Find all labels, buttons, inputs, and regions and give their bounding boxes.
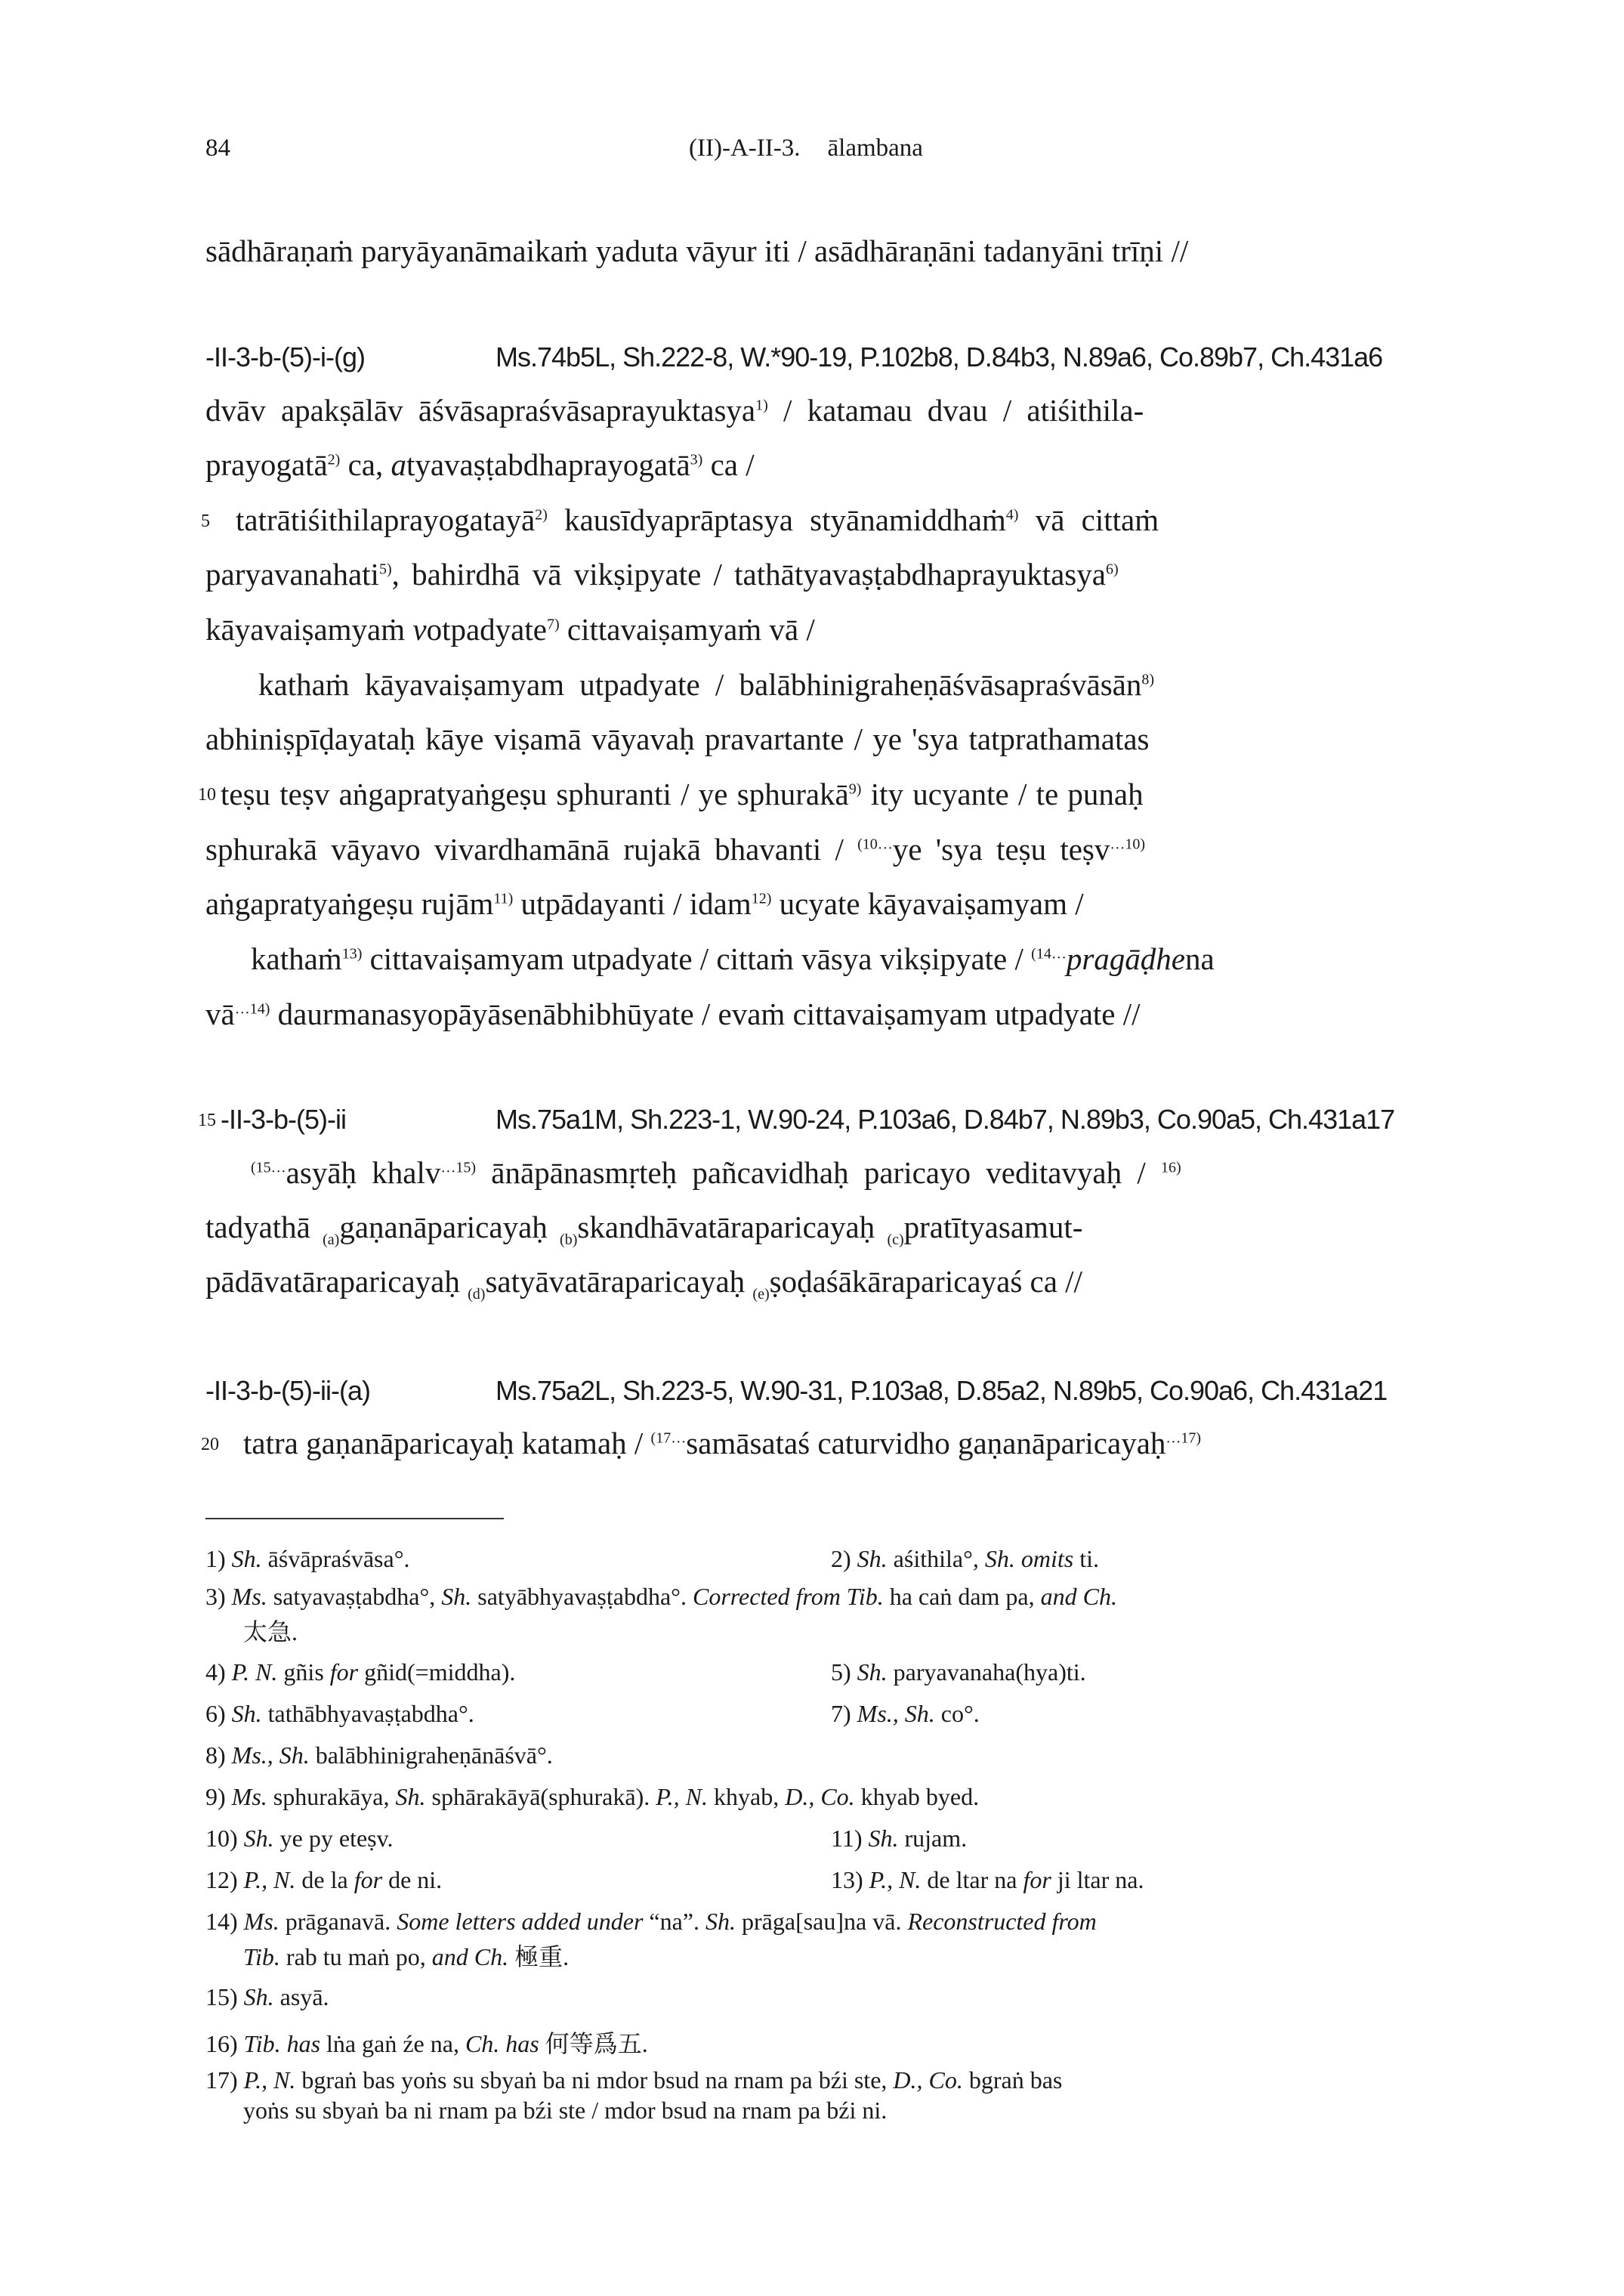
text-line: dvāv apakṣālāv āśvāsapraśvāsaprayuktasya$^{1)}$ / katamau dvau / atiśithila- <box>205 393 1144 428</box>
text-line: teṣu teṣv aṅgapratyaṅgeṣu sphuranti / ye sphurakā$^{9)}$ ity ucyante / te punaḥ <box>221 777 1144 811</box>
footnote-17-cont: yoṅs su sbyaṅ ba ni rnam pa bźi ste / mdor bsud na rnam pa bźi ni. <box>243 2097 888 2124</box>
footnote-8: 8) Ms., Sh. balābhinigraheṇānāśvā°. <box>205 1741 553 1769</box>
section-identifier: -II-3-b-(5)-i-(g) <box>205 341 365 372</box>
footnote-3-cont: 太急. <box>243 1618 298 1646</box>
manuscript-references: Ms.74b5L, Sh.222-8, W.*90-19, P.102b8, D.84b3, N.89a6, Co.89b7, Ch.431a6 <box>496 341 1383 372</box>
text-line: sphurakā vāyavo vivardhamānā rujakā bhavanti / $^{(10\dots}$ye 'sya teṣu teṣv$^{\dots 10)}$ <box>205 832 1146 867</box>
text-line: kathaṁ kāyavaiṣamyam utpadyate / balābhinigraheṇāśvāsapraśvāsān$^{8)}$ <box>258 667 1155 702</box>
text-line: kathaṁ$^{13)}$ cittavaiṣamyam utpadyate / cittaṁ vāsya vikṣipyate / $^{(14\dots}$pragāḍhena <box>251 941 1215 976</box>
text-line: tadyathā $_{(a)}$gaṇanāparicayaḥ $_{(b)}$skandhāvatāraparicayaḥ $_{(c)}$pratītyasamut- <box>205 1210 1083 1249</box>
footnote-17: 17) P., N. bgraṅ bas yoṅs su sbyaṅ ba ni mdor bsud na rnam pa bźi ste, D., Co. bgraṅ bas <box>205 2066 1063 2094</box>
manuscript-references: Ms.75a2L, Sh.223-5, W.90-31, P.103a8, D.85a2, N.89b5, Co.90a6, Ch.431a21 <box>496 1375 1388 1406</box>
footnote-4: 4) P. N. gñis for gñid(=middha). <box>205 1658 516 1686</box>
footnote-13: 13) P., N. de ltar na for ji ltar na. <box>831 1866 1144 1893</box>
section-code: (II)-A-II-3. <box>689 134 801 162</box>
footnote-7: 7) Ms., Sh. co°. <box>831 1700 980 1727</box>
text-line: paryavanahati$^{5)}$, bahirdhā vā vikṣipyate / tathātyavaṣṭabdhaprayuktasya$^{6)}$ <box>205 557 1119 592</box>
running-head <box>689 134 923 162</box>
text-line: $vā^{\dots 14)}$ daurmanasyopāyāsenābhibhūyate / evaṁ cittavaiṣamyam utpadyate // <box>205 997 1141 1031</box>
footnote-16: 16) Tib. has lṅa gaṅ źe na, Ch. has 何等爲五. <box>205 2030 648 2057</box>
footnote-9: 9) Ms. sphurakāya, Sh. sphārakāyā(sphurakā). P., N. khyab, D., Co. khyab byed. <box>205 1783 980 1810</box>
line-number: 15 <box>198 1111 216 1130</box>
line-number: 20 <box>201 1435 219 1454</box>
text-line: kāyavaiṣamyaṁ votpadyate$^{7)}$ cittavaiṣamyaṁ vā / <box>205 612 815 647</box>
section-identifier: -II-3-b-(5)-ii <box>221 1104 346 1135</box>
text-line: pādāvatāraparicayaḥ $_{(d)}$satyāvatāraparicayaḥ $_{(e)}$ṣoḍaśākāraparicayaś ca // <box>205 1264 1082 1303</box>
text-line: tatra gaṇanāparicayaḥ katamaḥ / $^{(17\dots}$samāsataś caturvidho gaṇanāparicayaḥ$^{\dots 17)}$ <box>243 1426 1202 1460</box>
footnote-rule <box>205 1518 504 1519</box>
manuscript-references: Ms.75a1M, Sh.223-1, W.90-24, P.103a6, D.84b7, N.89b3, Co.90a5, Ch.431a17 <box>496 1104 1395 1135</box>
line-number: 10 <box>198 785 216 805</box>
text-line: aṅgapratyaṅgeṣu rujām$^{11)}$ utpādayanti / idam$^{12)}$ ucyate kāyavaiṣamyam / <box>205 886 1084 921</box>
footnote-14-cont: Tib. rab tu maṅ po, and Ch. 極重. <box>243 1943 570 1970</box>
footnote-10: 10) Sh. ye py eteṣv. <box>205 1825 394 1852</box>
footnote-2: 2) Sh. aśithila°, Sh. omits ti. <box>831 1545 1099 1572</box>
section-identifier: -II-3-b-(5)-ii-(a) <box>205 1375 370 1406</box>
text-line: prayogatā$^{2)}$ ca, atyavaṣṭabdhaprayogatā$^{3)}$ ca / <box>205 447 755 482</box>
text-line: tatrātiśithilaprayogatayā$^{2)}$ kausīdyaprāptasya styānamiddhaṁ$^{4)}$ vā cittaṁ <box>236 502 1159 537</box>
footnote-3: 3) Ms. satyavaṣṭabdha°, Sh. satyābhyavaṣṭabdha°. Corrected from Tib. ha caṅ dam pa, and Ch. <box>205 1583 1117 1610</box>
text-line: abhiniṣpīḍayataḥ kāye viṣamā vāyavaḥ pravartante / ye 'sya tatprathamatas <box>205 722 1150 756</box>
text-line: sādhāraṇaṁ paryāyanāmaikaṁ yaduta vāyur iti / asādhāraṇāni tadanyāni trīṇi // <box>205 233 1189 268</box>
footnote-15: 15) Sh. asyā. <box>205 1983 329 2010</box>
footnote-6: 6) Sh. tathābhyavaṣṭabdha°. <box>205 1700 474 1727</box>
footnote-11: 11) Sh. rujam. <box>831 1825 968 1852</box>
page-header <box>205 134 1490 177</box>
text-line: $^{(15\dots}$asyāḥ khalv$^{\dots 15)}$ ānāpānasmṛteḥ pañcavidhaḥ paricayo veditavyaḥ / $^{16)}$ <box>251 1155 1181 1190</box>
footnote-5: 5) Sh. paryavanaha(hya)ti. <box>831 1658 1086 1686</box>
footnote-1: 1) Sh. āśvāpraśvāsa°. <box>205 1545 410 1572</box>
footnote-14: 14) Ms. prāganavā. Some letters added under “na”. Sh. prāga[sau]na vā. Reconstructed from <box>205 1908 1097 1935</box>
footnote-12: 12) P., N. de la for de ni. <box>205 1866 443 1893</box>
page-number: 84 <box>205 134 230 162</box>
line-number: 5 <box>201 511 210 531</box>
section-title: ālambana <box>827 134 923 162</box>
